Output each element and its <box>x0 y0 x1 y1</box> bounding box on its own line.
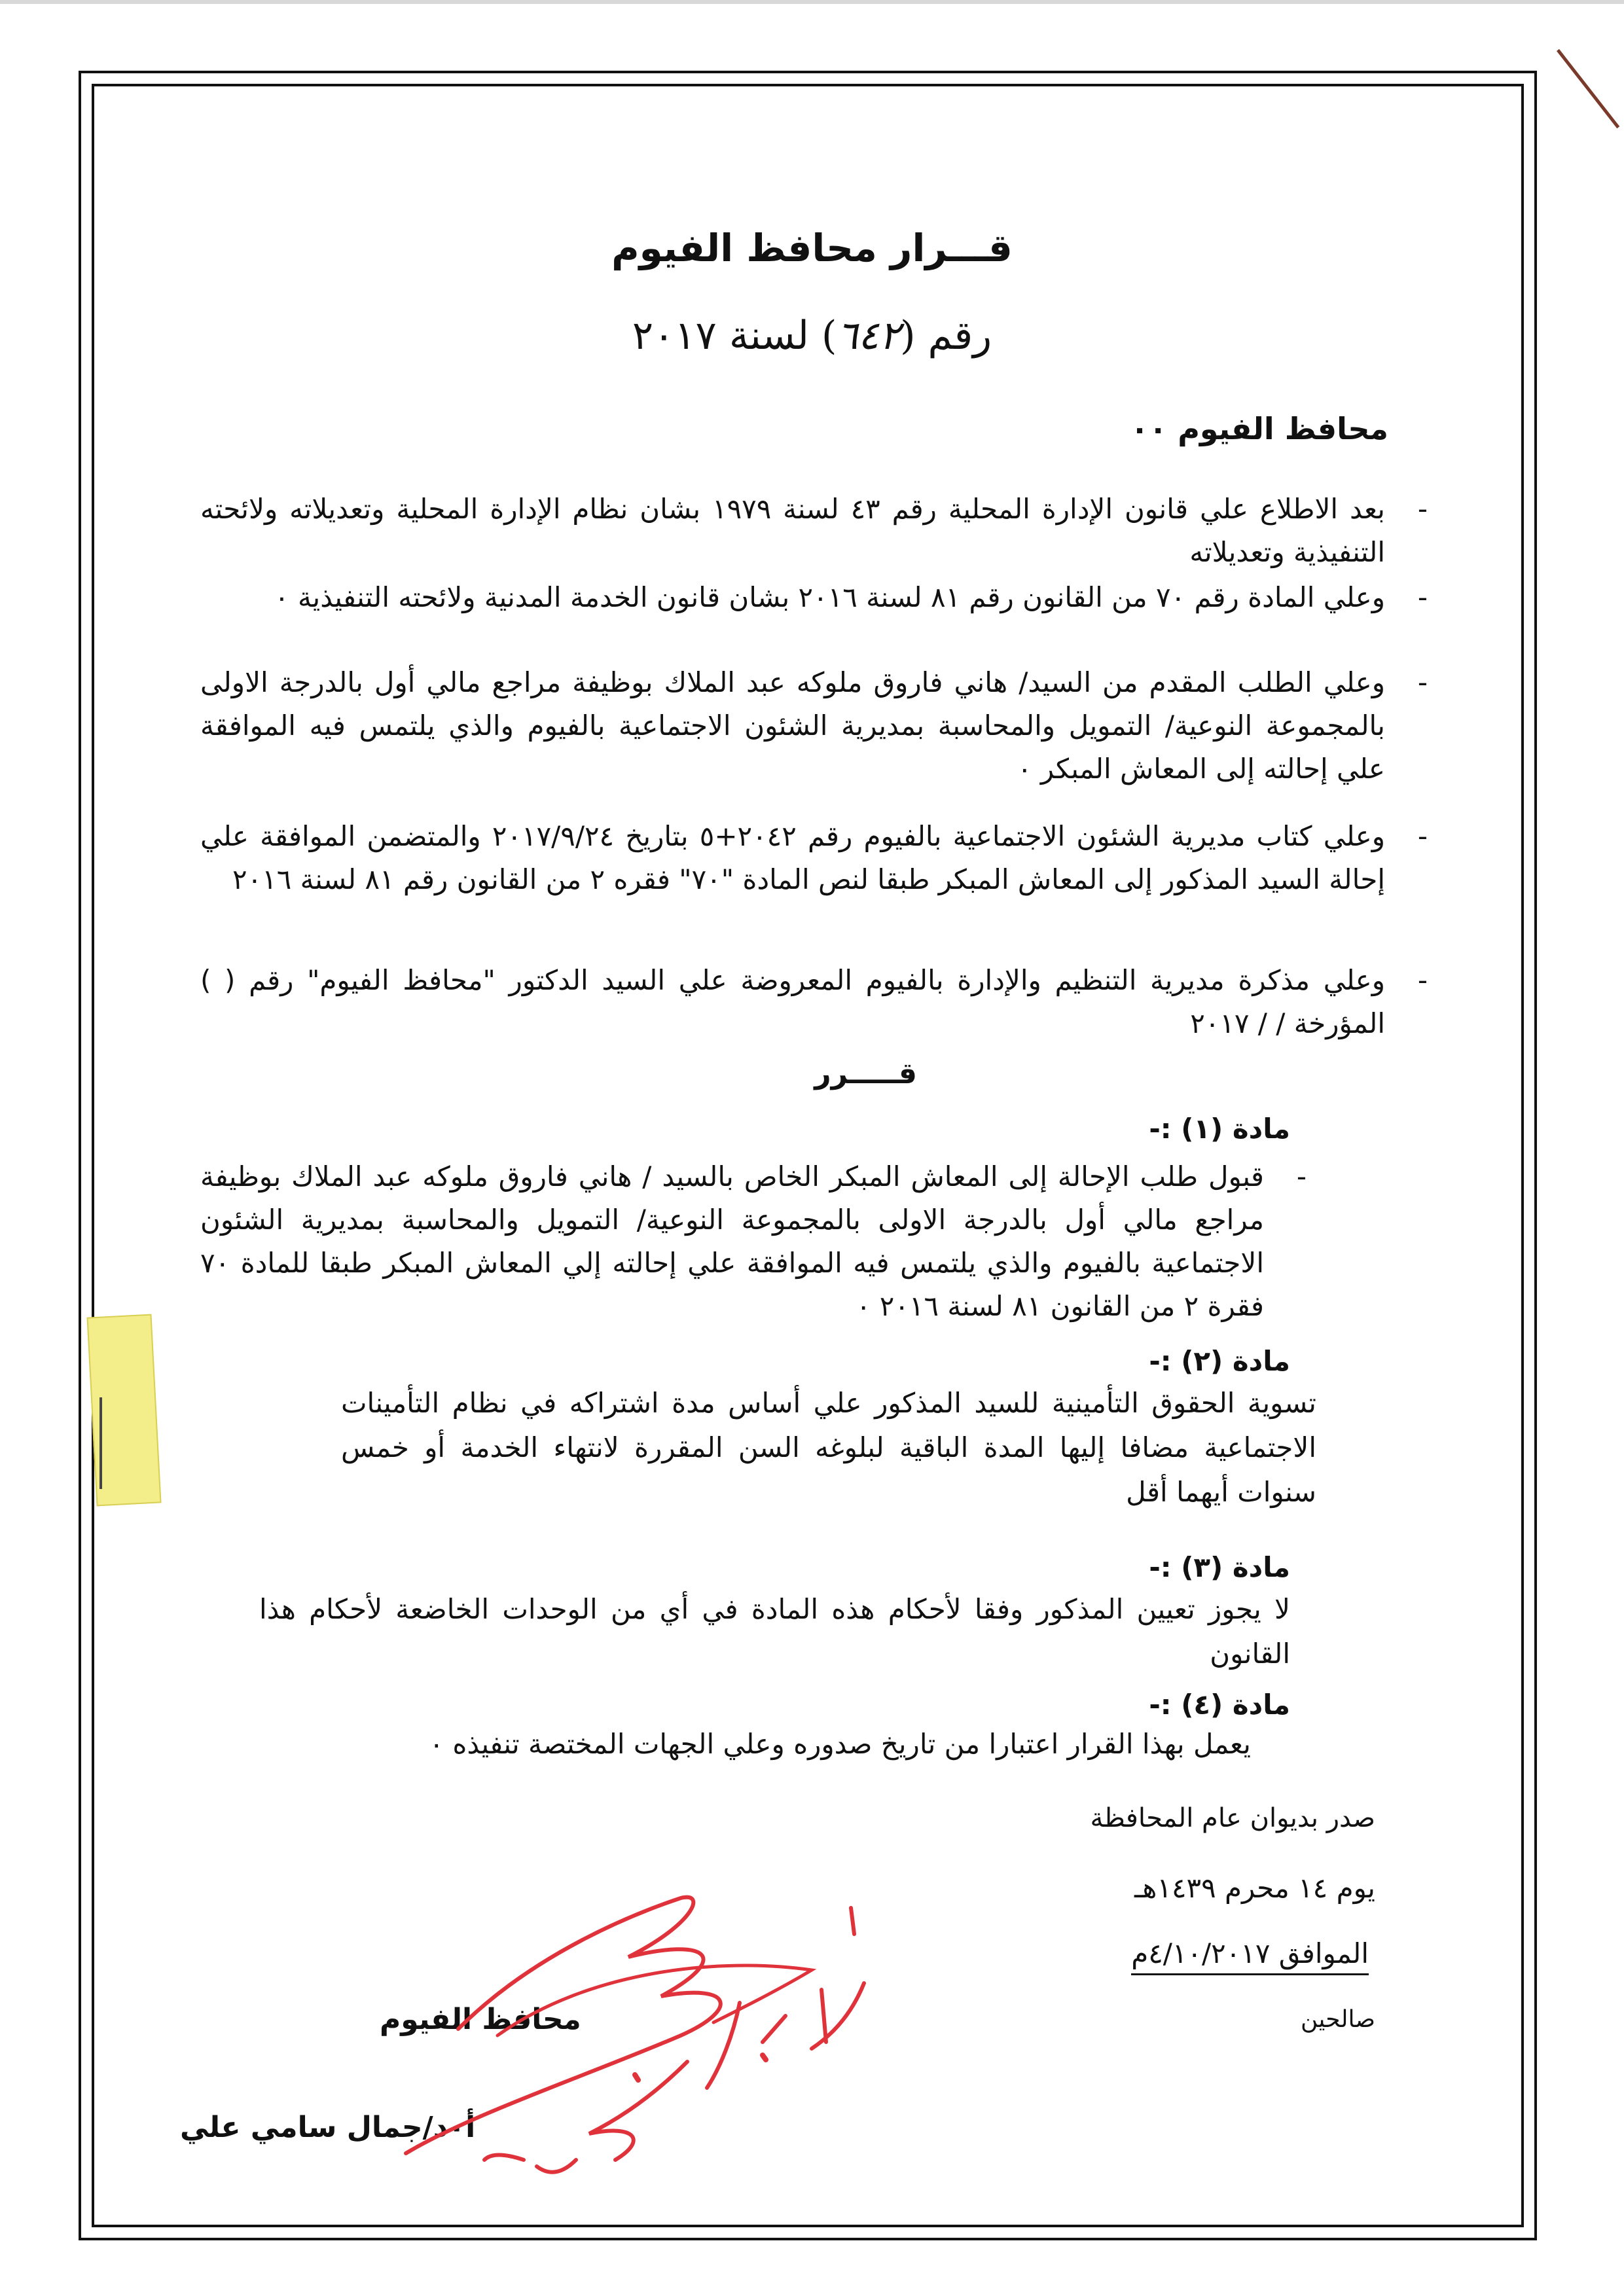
decision-word: قـــــرر <box>814 1057 917 1090</box>
issued-line: صدر بديوان عام المحافظة <box>1090 1803 1375 1833</box>
decree-number <box>0 313 1624 359</box>
number-prefix: رقم ( <box>900 313 992 359</box>
decree-title: قـــرار محافظ الفيوم <box>611 226 1013 270</box>
article-text: - قبول طلب الإحالة إلى المعاش المبكر الخاص بالسيد / هاني فاروق ملوكه عبد الملاك بوظيفة مراجع مالي أول بالدرجة الاولى بالمجموعة النوعية/ التمويل والمحاسبة بمديرية الشئون الاجتماعية بالفيوم والذي يلتمس فيه الموافقة علي إحالته إلي المعاش المبكر طبقا للمادة ٧٠ فقرة ٢ من القانون ٨١ لسنة ٢٠١٦ ٠ <box>200 1155 1271 1328</box>
bullet-dash: - <box>1417 964 1428 996</box>
article-text: يعمل بهذا القرار اعتبارا من تاريخ صدوره وعلي الجهات المختصة تنفيذه ٠ <box>429 1728 1251 1760</box>
number-suffix: ) لسنة ٢٠١٧ <box>632 313 837 359</box>
hijri-date: يوم ١٤ محرم ١٤٣٩هـ <box>1134 1872 1375 1904</box>
preamble-item: - بعد الاطلاع علي قانون الإدارة المحلية رقم ٤٣ لسنة ١٩٧٩ بشان نظام الإدارة المحلية وتعديلاته ولائحته التنفيذية وتعديلاته <box>200 488 1392 574</box>
article-label: مادة (١) :- <box>1149 1113 1290 1145</box>
bullet-dash: - <box>1417 493 1428 525</box>
preamble-item: - وعلي كتاب مديرية الشئون الاجتماعية بالفيوم رقم ٢٠٤٢+٥ بتاريخ ٢٠١٧/٩/٢٤ والمتضمن الموافقة علي إحالة السيد المذكور إلى المعاش المبكر طبقا لنص المادة "٧٠" فقره ٢ من القانون رقم ٨١ لسنة ٢٠١٦ <box>200 815 1392 901</box>
governor-name: أ٠د/جمال سامي علي <box>180 2111 476 2144</box>
preamble-item: - وعلي المادة رقم ٧٠ من القانون رقم ٨١ لسنة ٢٠١٦ بشان قانون الخدمة المدنية ولائحته التنفيذية ٠ <box>200 576 1392 619</box>
number-value: ٦٤٢ <box>837 313 901 359</box>
article-label: مادة (٤) :- <box>1149 1689 1290 1721</box>
bullet-dash: - <box>1417 820 1428 852</box>
bullet-dash: - <box>1296 1160 1307 1193</box>
article-text: تسوية الحقوق التأمينية للسيد المذكور علي أساس مدة اشتراكه في نظام التأمينات الاجتماعية مضافا إليها المدة الباقية لبلوغه السن المقررة لانتهاء الخدمة أو خمس سنوات أيهما أقل <box>341 1387 1316 1508</box>
initials: صالحين <box>1300 2006 1375 2033</box>
governor-title: محافظ الفيوم <box>380 2003 581 2036</box>
preamble-item: - وعلي الطلب المقدم من السيد/ هاني فاروق ملوكه عبد الملاك بوظيفة مراجع مالي أول بالدرجة الاولى بالمجموعة النوعية/ التمويل والمحاسبة بمديرية الشئون الاجتماعية بالفيوم والذي يلتمس فيه الموافقة علي إحالته إلى المعاش المبكر ٠ <box>200 661 1392 791</box>
bullet-dash: - <box>1417 666 1428 698</box>
article-label: مادة (٣) :- <box>1149 1551 1290 1583</box>
preamble-item: - وعلي مذكرة مديرية التنظيم والإدارة بالفيوم المعروضة علي السيد الدكتور "محافظ الفيوم" رقم ( ) المؤرخة / / ٢٠١٧ <box>200 959 1392 1045</box>
article-text: لا يجوز تعيين المذكور وفقا لأحكام هذه المادة في أي من الوحدات الخاضعة لأحكام هذا القانون <box>259 1593 1290 1670</box>
article-label: مادة (٢) :- <box>1149 1345 1290 1377</box>
addressee: محافظ الفيوم ٠٠ <box>1130 411 1388 446</box>
bullet-dash: - <box>1417 581 1428 613</box>
gregorian-date: الموافق ٤/١٠/٢٠١٧م <box>1131 1937 1369 1969</box>
